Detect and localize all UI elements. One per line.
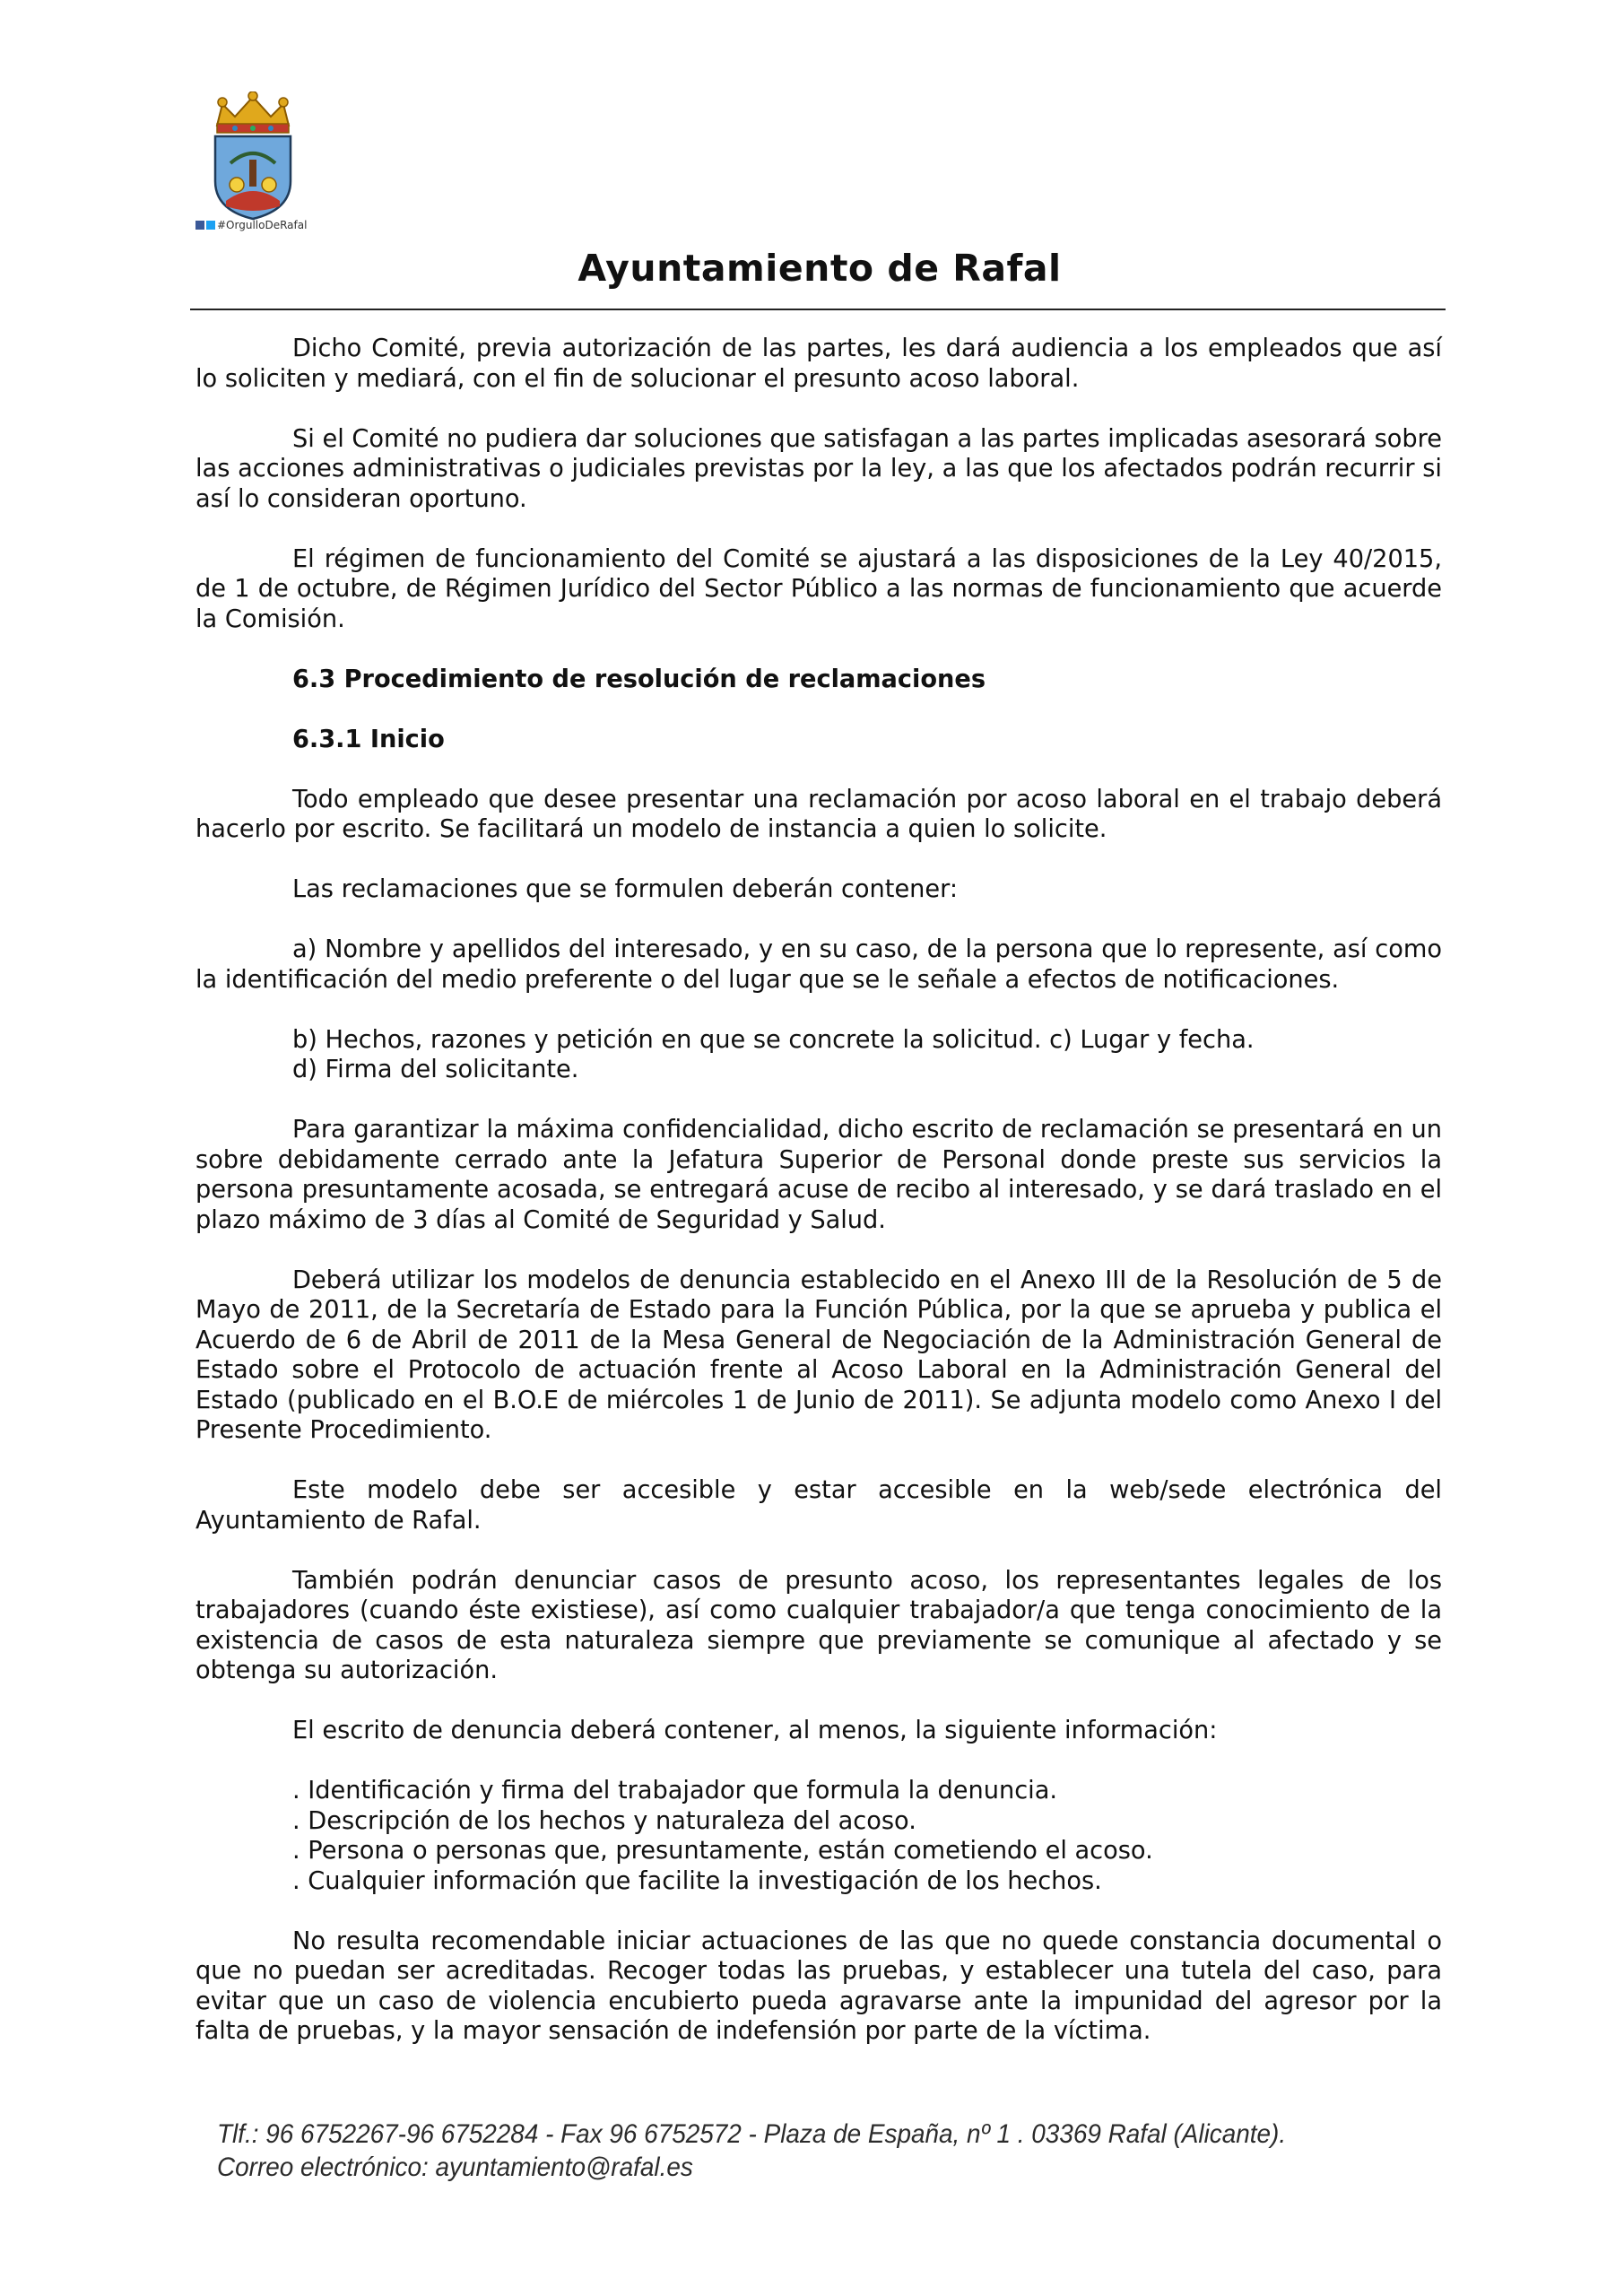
paragraph: Este modelo debe ser accesible y estar accesible en la web/sede electrónica del Ayuntamiento de Rafal. (195, 1476, 1442, 1535)
facebook-icon (195, 221, 204, 230)
footer-contact-line: Tlf.: 96 6752267-96 6752284 - Fax 96 6752572 - Plaza de España, nº 1 . 03369 Rafal (Alicante). (217, 2119, 1287, 2149)
document-body (195, 334, 1442, 2076)
list-item: . Descripción de los hechos y naturaleza del acoso. (292, 1806, 916, 1835)
coat-of-arms-icon (190, 91, 316, 235)
contact-footer (217, 2118, 1286, 2184)
paragraph: Si el Comité no pudiera dar soluciones que satisfagan a las partes implicadas asesorará sobre las acciones administrativas o judiciales previstas por la ley, a las que los afectados podrán recurrir si así lo consideran oportuno. (195, 424, 1442, 513)
paragraph: El escrito de denuncia deberá contener, al menos, la siguiente información: (292, 1717, 1218, 1744)
requirement-item-d: d) Firma del solicitante. (292, 1056, 579, 1083)
list-item: . Persona o personas que, presuntamente, están cometiendo el acoso. (292, 1837, 1153, 1865)
requirement-item-bc: b) Hechos, razones y petición en que se concrete la solicitud. c) Lugar y fecha. (292, 1025, 1255, 1054)
denuncia-info-list (292, 1776, 1442, 1896)
paragraph: Todo empleado que desee presentar una reclamación por acoso laboral en el trabajo deberá hacerlo por escrito. Se facilitará un modelo de instancia a quien lo solicite. (195, 785, 1442, 843)
footer-email-line: Correo electrónico: ayuntamiento@rafal.es (217, 2152, 693, 2182)
paragraph: Dicho Comité, previa autorización de las partes, les dará audiencia a los empleados que así lo soliciten y mediará, con el fin de solucionar el presunto acoso laboral. (195, 335, 1442, 393)
organization-title: Ayuntamiento de Rafal (578, 247, 1062, 290)
logo-caption (195, 219, 307, 231)
paragraph: Para garantizar la máxima confidencialidad, dicho escrito de reclamación se presentará en un sobre debidamente cerrado ante la Jefatura Superior de Personal donde preste sus servicios la persona presuntamente acosada, se entregará acuse de recibo al interesado, y se dará traslado en el plazo máximo de 3 días al Comité de Seguridad y Salud. (195, 1116, 1442, 1234)
list-item: . Identificación y firma del trabajador que formula la denuncia. (292, 1777, 1058, 1805)
subsection-heading: 6.3.1 Inicio (292, 725, 445, 753)
paragraph: El régimen de funcionamiento del Comité se ajustará a las disposiciones de la Ley 40/2015, de 1 de octubre, de Régimen Jurídico del Sector Público a las normas de funcionamiento que acuerde la Comisión. (195, 544, 1442, 633)
paragraph: También podrán denunciar casos de presunto acoso, los representantes legales de los trabajadores (cuando éste existiese), así como cualquier trabajador/a que tenga conocimiento de la existencia de casos de esta naturaleza siempre que previamente se comunique al afectado y se obtenga su autorización. (195, 1566, 1442, 1684)
twitter-icon (206, 221, 215, 230)
paragraph: Deberá utilizar los modelos de denuncia establecido en el Anexo III de la Resolución de 5 de Mayo de 2011, de la Secretaría de Estado para la Función Pública, por la que se aprueba y publica el Acuerdo de 6 de Abril de 2011 de la Mesa General de Negociación de la Administración General de Estado sobre el Protocolo de actuación frente al Acoso Laboral en la Administración General del Estado (publicado en el B.O.E de miércoles 1 de Junio de 2011). Se adjunta modelo como Anexo I del Presente Procedimiento. (195, 1265, 1442, 1444)
list-item: . Cualquier información que facilite la investigación de los hechos. (292, 1866, 1102, 1895)
header-divider (190, 309, 1446, 310)
section-heading: 6.3 Procedimiento de resolución de reclamaciones (292, 665, 986, 693)
hashtag-text: #OrgulloDeRafal (217, 219, 308, 231)
paragraph: Las reclamaciones que se formulen deberán contener: (292, 875, 958, 903)
requirement-item-a: a) Nombre y apellidos del interesado, y en su caso, de la persona que lo represente, así como la identificación del medio preferente o del lugar que se le señale a efectos de notificaciones. (195, 935, 1442, 994)
paragraph: No resulta recomendable iniciar actuaciones de las que no quede constancia documental o que no puedan ser acreditadas. Recoger todas las pruebas, y establecer una tutela del caso, para evitar que un caso de violencia encubierto pueda agravarse ante la impunidad del agresor por la falta de pruebas, y la mayor sensación de indefensión por parte de la víctima. (195, 1926, 1442, 2045)
